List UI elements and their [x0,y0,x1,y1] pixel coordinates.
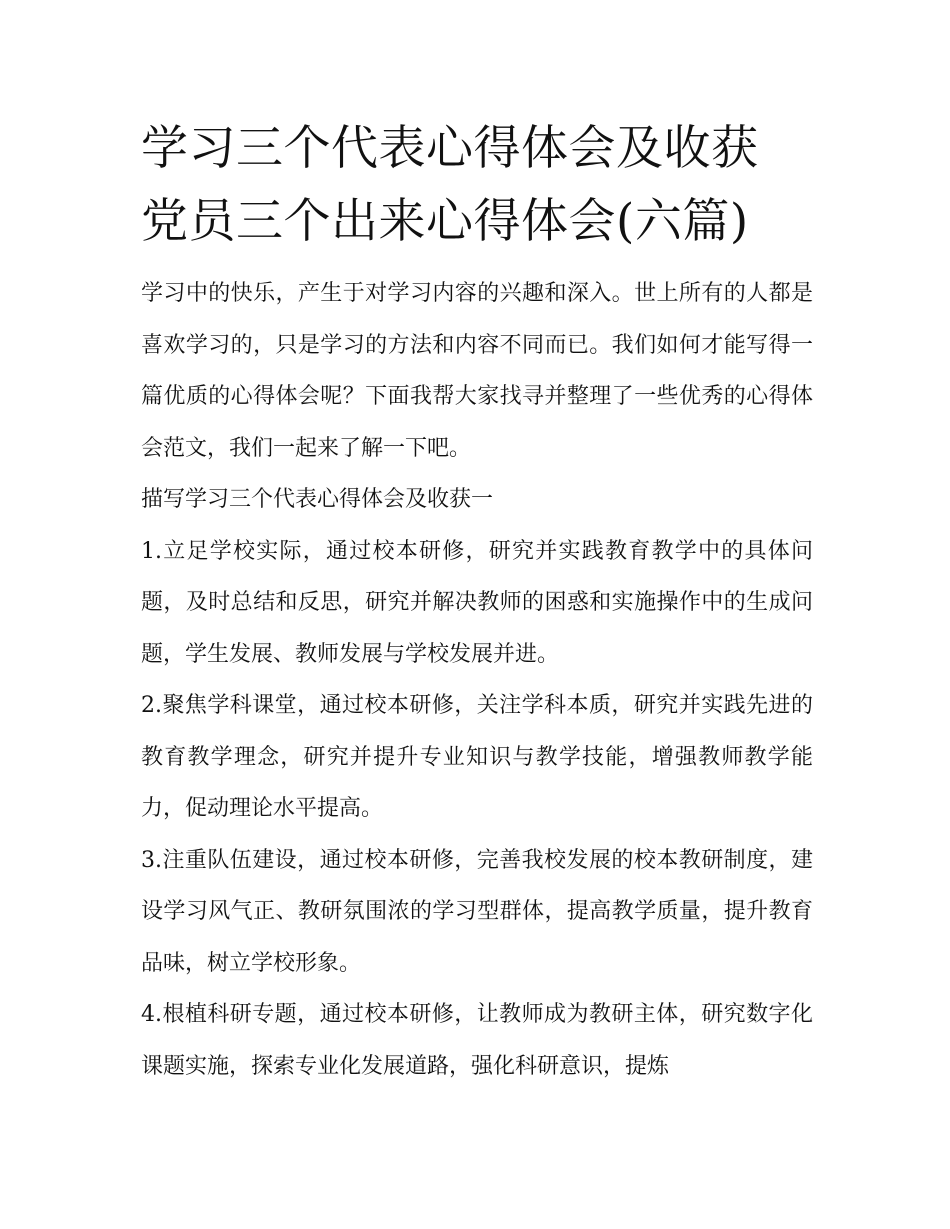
document-page [141,112,813,1092]
intro-paragraph: 学习中的快乐，产生于对学习内容的兴趣和深入。世上所有的人都是喜欢学习的，只是学习的方法和内容不同而已。我们如何才能写得一篇优质的心得体会呢？下面我帮大家找寻并整理了一些优秀的心得体会范文，我们一起来了解一下吧。 [141,281,813,461]
section-heading: 描写学习三个代表心得体会及收获一 [141,487,494,512]
title-line-2: 党员三个出来心得体会(六篇) [141,194,749,249]
list-item: 1.立足学校实际，通过校本研修，研究并实践教育教学中的具体问题，及时总结和反思，研究并解决教师的困惑和实施操作中的生成问题，学生发展、教师发展与学校发展并进。 [141,538,813,667]
list-item: 2.聚焦学科课堂，通过校本研修，关注学科本质，研究并实践先进的教育教学理念，研究并提升专业知识与教学技能，增强教师教学能力，促动理论水平提高。 [141,693,813,821]
document-body [141,268,813,1092]
list-item: 3.注重队伍建设，通过校本研修，完善我校发展的校本教研制度，建设学习风气正、教研氛围浓的学习型群体，提高教学质量，提升教育品味，树立学校形象。 [141,847,813,976]
list-item: 4.根植科研专题，通过校本研修，让教师成为教研主体，研究数字化课题实施，探索专业化发展道路，强化科研意识，提炼 [141,1002,813,1079]
document-title [141,112,813,258]
title-line-1: 学习三个代表心得体会及收获 [141,121,759,176]
